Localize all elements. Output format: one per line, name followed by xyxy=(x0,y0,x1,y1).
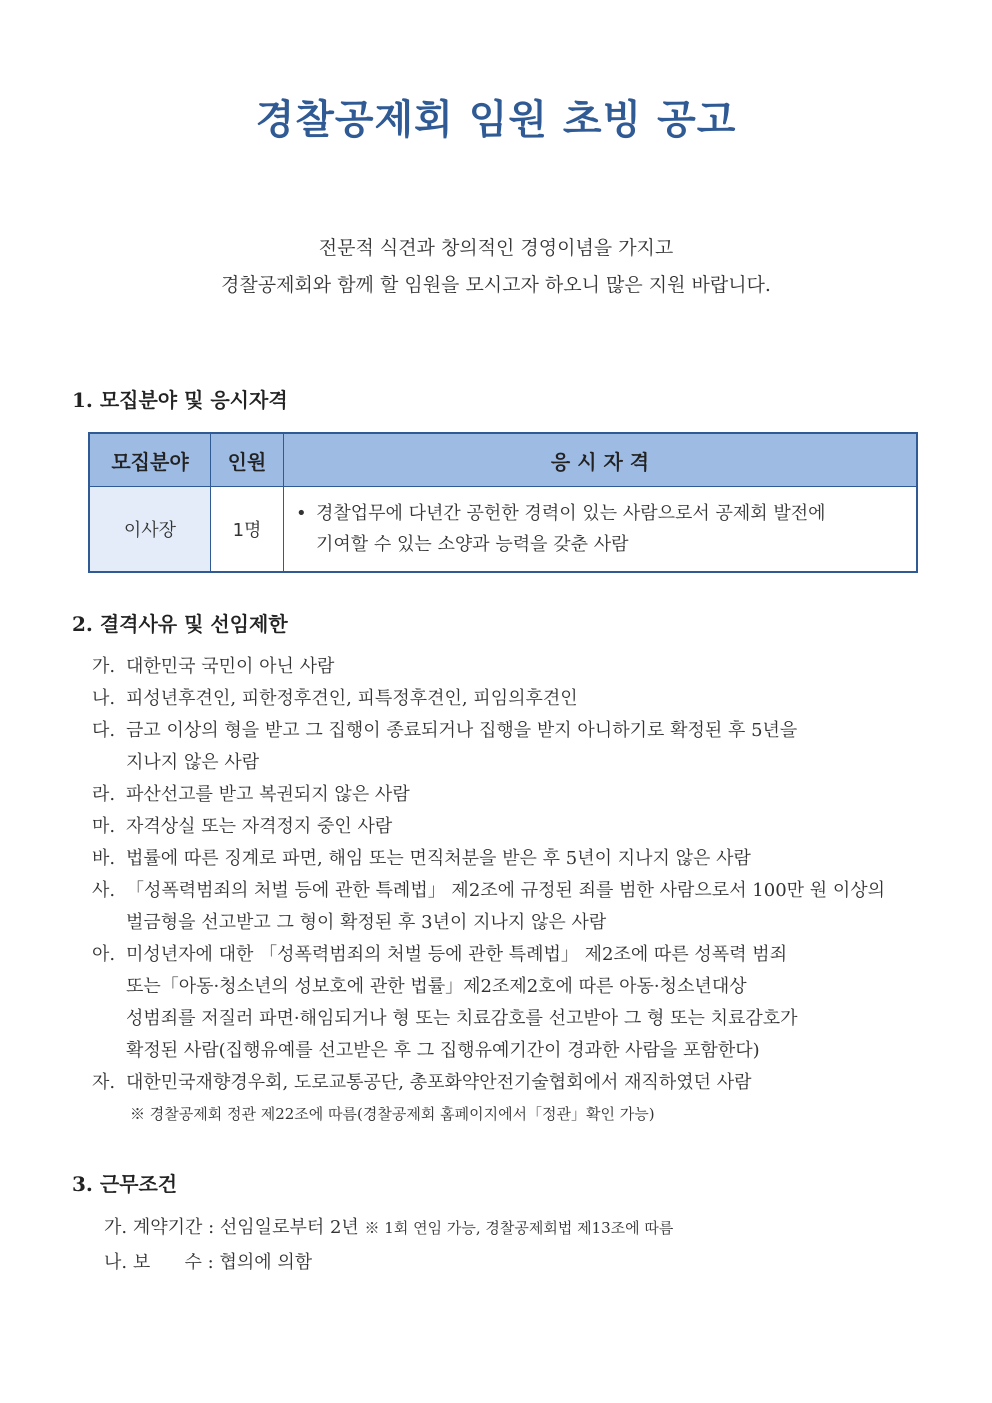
qualification-line-1: 경찰업무에 다년간 공헌한 경력이 있는 사람으로서 공제회 발전에 xyxy=(316,503,826,524)
intro-line-2: 경찰공제회와 함께 할 임원을 모시고자 하오니 많은 지원 바랍니다. xyxy=(221,274,771,296)
header-field: 모집분야 xyxy=(89,433,211,487)
list-item: 라. 파산선고를 받고 복권되지 않은 사람 xyxy=(92,784,410,805)
table-row xyxy=(89,487,917,573)
header-qualification: 응 시 자 격 xyxy=(284,433,918,487)
list-item: 가. 대한민국 국민이 아닌 사람 xyxy=(92,656,335,677)
intro-line-1: 전문적 식견과 창의적인 경영이념을 가지고 xyxy=(318,237,674,259)
list-item-continuation: 지나지 않은 사람 xyxy=(126,752,260,773)
section-1-heading: 1. 모집분야 및 응시자격 xyxy=(72,388,288,412)
condition-contract-period: 가. 계약기간 : 선임일로부터 2년 ※ 1회 연임 가능, 경찰공제회법 제13조에 따름 xyxy=(104,1217,674,1238)
page-title: 경찰공제회 임원 초빙 공고 xyxy=(255,97,737,143)
qualification-table xyxy=(88,432,918,573)
bullet: • xyxy=(296,503,307,524)
list-item-continuation: 벌금형을 선고받고 그 형이 확정된 후 3년이 지나지 않은 사람 xyxy=(126,912,607,933)
list-item-continuation: 확정된 사람(집행유예를 선고받은 후 그 집행유예기간이 경과한 사람을 포함한다) xyxy=(126,1040,760,1061)
table-header-row xyxy=(89,433,917,487)
qualification-line-2: 기여할 수 있는 소양과 능력을 갖춘 사람 xyxy=(316,534,629,555)
list-item: 마. 자격상실 또는 자격정지 중인 사람 xyxy=(92,816,393,837)
condition-salary: 나. 보 수 : 협의에 의함 xyxy=(104,1252,313,1273)
list-item: 자. 대한민국재향경우회, 도로교통공단, 총포화약안전기술협회에서 재직하였던 사람 xyxy=(92,1072,752,1093)
list-item: 바. 법률에 따른 징계로 파면, 해임 또는 면직처분을 받은 후 5년이 지나지 않은 사람 xyxy=(92,848,751,869)
list-item-continuation: 성범죄를 저질러 파면·해임되거나 형 또는 치료감호를 선고받아 그 형 또는 치료감호가 xyxy=(126,1008,798,1029)
list-item: 다. 금고 이상의 형을 받고 그 집행이 종료되거나 집행을 받지 아니하기로 확정된 후 5년을 xyxy=(92,720,798,741)
list-item-continuation: 또는「아동·청소년의 성보호에 관한 법률」제2조제2호에 따른 아동·청소년대상 xyxy=(126,976,747,997)
list-item: 나. 피성년후견인, 피한정후견인, 피특정후견인, 피임의후견인 xyxy=(92,688,578,709)
cell-qualification xyxy=(284,487,918,573)
section-3-heading: 3. 근무조건 xyxy=(72,1172,178,1196)
list-item: 아. 미성년자에 대한 「성폭력범죄의 처벌 등에 관한 특례법」 제2조에 따른 성폭력 범죄 xyxy=(92,944,788,965)
section-2-heading: 2. 결격사유 및 선임제한 xyxy=(72,612,288,636)
cell-count: 1명 xyxy=(211,487,284,573)
section-2-note: ※ 경찰공제회 정관 제22조에 따름(경찰공제회 홈페이지에서「정관」확인 가능) xyxy=(130,1105,655,1123)
header-count: 인원 xyxy=(211,433,284,487)
list-item: 사. 「성폭력범죄의 처벌 등에 관한 특례법」 제2조에 규정된 죄를 범한 사람으로서 100만 원 이상의 xyxy=(92,880,886,901)
cell-field: 이사장 xyxy=(89,487,211,573)
